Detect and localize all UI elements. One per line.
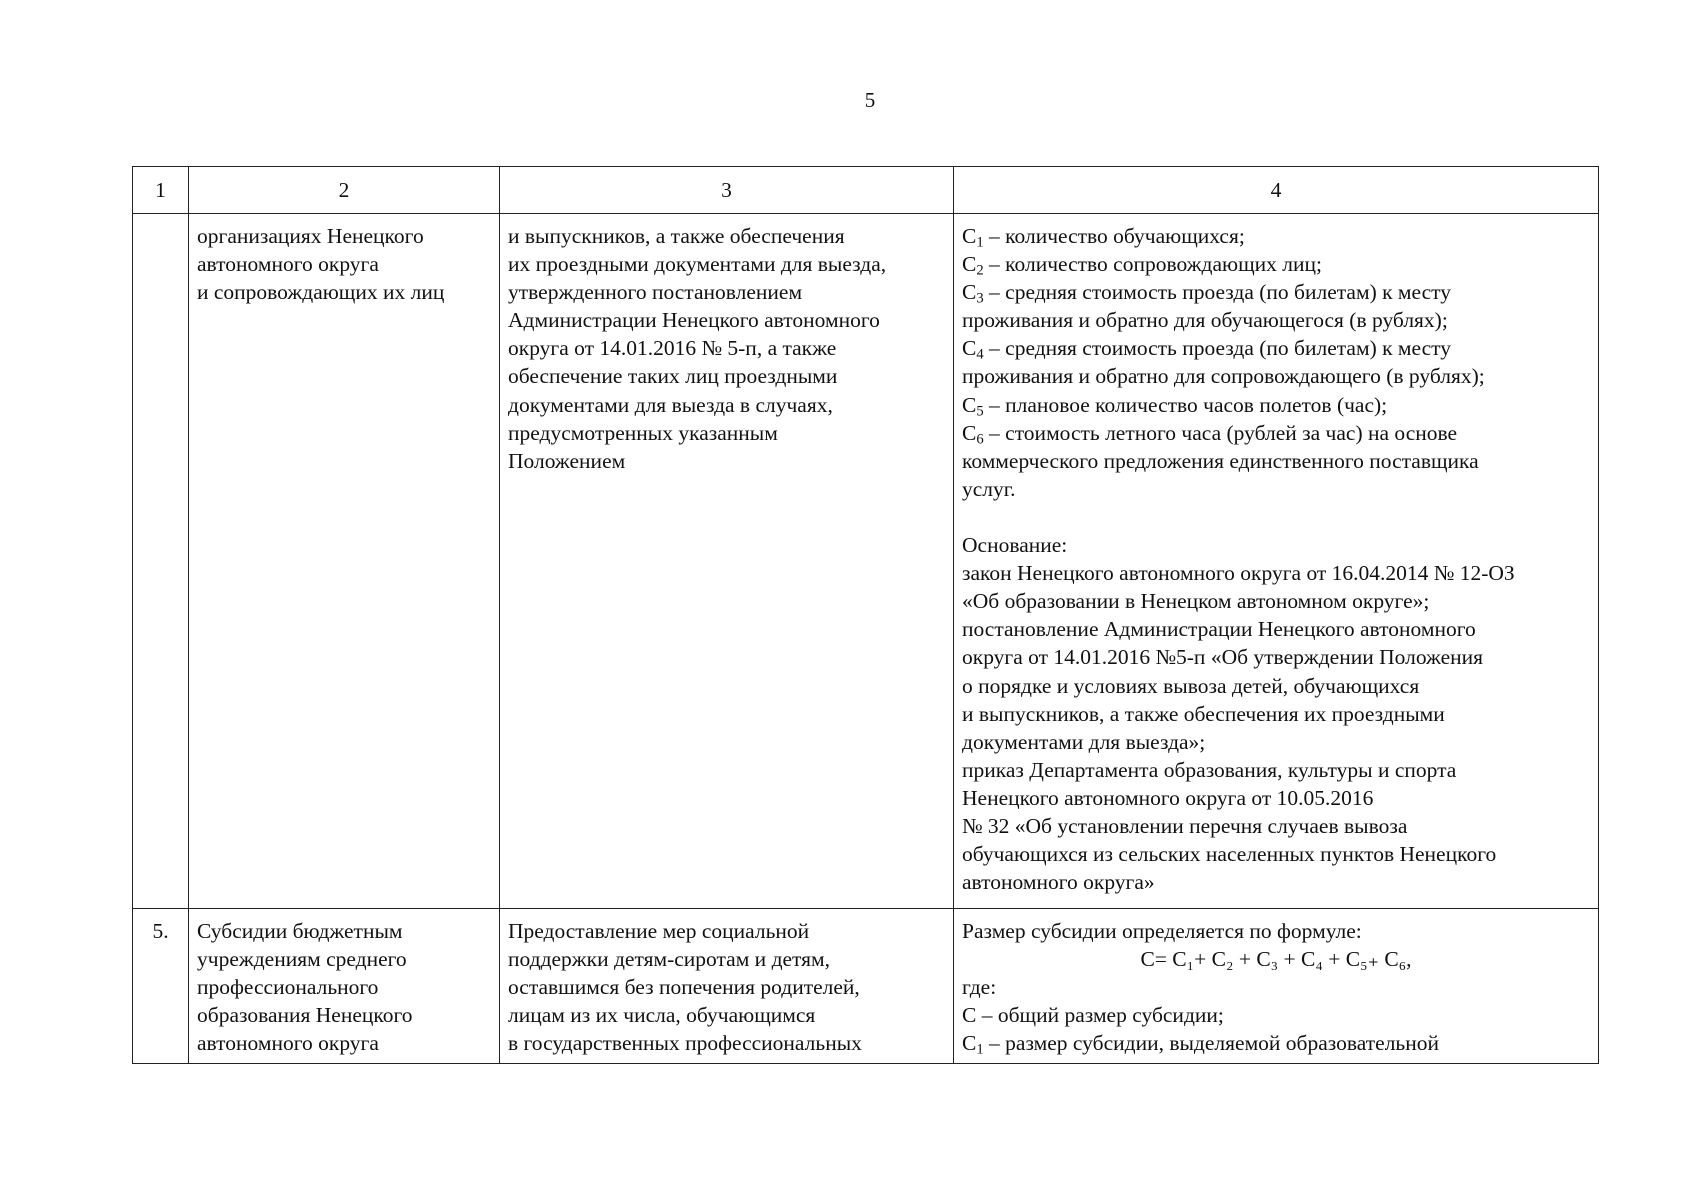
text-line xyxy=(962,917,1590,945)
text-line xyxy=(962,362,1590,390)
text-line xyxy=(962,672,1590,700)
table-row xyxy=(133,214,1599,909)
calculation-basis-cell xyxy=(954,214,1599,909)
text-line xyxy=(962,559,1590,587)
line-text: № 32 «Об установлении перечня случаев вывоза xyxy=(962,813,1408,838)
line-text: – средняя стоимость проезда (по билетам) к месту xyxy=(983,280,1452,305)
variable-symbol: C xyxy=(962,252,977,277)
text-line xyxy=(962,840,1590,868)
line-text: – средняя стоимость проезда (по билетам) к месту xyxy=(983,336,1452,361)
text-line: учреждениям среднего xyxy=(197,947,407,972)
line-text: Размер субсидии определяется по формуле: xyxy=(962,919,1362,943)
text-line xyxy=(962,419,1590,447)
text-line: утвержденного постановлением xyxy=(508,280,803,305)
text-line xyxy=(962,700,1590,728)
line-text: и выпускников, а также обеспечения их проездными xyxy=(962,701,1445,726)
text-line: Субсидии бюджетным xyxy=(197,919,403,943)
line-text: документами для выезда»; xyxy=(962,729,1206,754)
line-text: приказ Департамента образования, культуры и спорта xyxy=(962,757,1457,782)
line-text: С – общий размер субсидии; xyxy=(962,1003,1224,1028)
text-line xyxy=(962,447,1590,475)
subsidy-recipient-cell xyxy=(189,909,500,1064)
blank-line xyxy=(962,503,1590,531)
line-text: Основание: xyxy=(962,533,1068,558)
subsidy-recipient-cell xyxy=(189,214,500,909)
line-text: – количество обучающихся; xyxy=(983,224,1245,248)
text-line: автономного округа xyxy=(197,252,379,277)
header-cell-1: 1 xyxy=(133,167,189,214)
line-text: услуг. xyxy=(962,476,1016,501)
subsidy-purpose-cell xyxy=(500,214,954,909)
line-text: проживания и обратно для сопровождающего (в рублях); xyxy=(962,364,1485,389)
text-line xyxy=(962,784,1590,812)
calculation-basis-cell xyxy=(954,909,1599,1064)
table-row xyxy=(133,909,1599,1064)
content-table xyxy=(132,166,1599,1064)
text-line xyxy=(962,643,1590,671)
variable-symbol: C xyxy=(962,280,977,305)
text-line: в государственных профессиональных xyxy=(508,1031,862,1056)
table-header-row xyxy=(133,167,1599,214)
variable-subscript: 1 xyxy=(976,234,984,251)
text-line: документами для выезда в случаях, xyxy=(508,392,833,417)
variable-subscript: 2 xyxy=(976,262,984,279)
formula-line xyxy=(962,945,1590,973)
text-line: Администрации Ненецкого автономного xyxy=(508,308,880,333)
text-line xyxy=(962,250,1590,278)
text-line xyxy=(962,812,1590,840)
text-line xyxy=(962,475,1590,503)
variable-subscript: 4 xyxy=(976,347,984,364)
header-cell-2: 2 xyxy=(189,167,500,214)
variable-subscript: 3 xyxy=(976,290,984,307)
row-number: 5. xyxy=(133,909,189,1064)
text-line: профессионального xyxy=(197,975,379,1000)
text-line xyxy=(962,334,1590,362)
line-text: – плановое количество часов полетов (час); xyxy=(983,392,1388,417)
text-line xyxy=(962,531,1590,559)
text-line: округа от 14.01.2016 № 5-п, а также xyxy=(508,336,837,361)
row-number xyxy=(133,214,189,909)
text-line: их проездными документами для выезда, xyxy=(508,252,887,277)
variable-symbol: C xyxy=(962,420,977,445)
text-line xyxy=(962,1029,1590,1057)
text-line: предусмотренных указанным xyxy=(508,420,778,445)
text-line xyxy=(962,306,1590,334)
text-line: организациях Ненецкого xyxy=(197,224,424,248)
page-number: 5 xyxy=(864,88,876,112)
text-line xyxy=(962,728,1590,756)
text-line: Положением xyxy=(508,448,626,473)
variable-symbol: C xyxy=(962,336,977,361)
text-line: поддержки детям-сиротам и детям, xyxy=(508,947,831,972)
line-text: Ненецкого автономного округа от 10.05.2016 xyxy=(962,785,1374,810)
variable-subscript: 5 xyxy=(976,403,984,420)
variable-subscript: 6 xyxy=(976,431,984,448)
text-line xyxy=(962,278,1590,306)
line-text: о порядке и условиях вывоза детей, обучающихся xyxy=(962,673,1420,698)
text-line xyxy=(962,756,1590,784)
line-text: коммерческого предложения единственного поставщика xyxy=(962,448,1479,473)
variable-symbol: C xyxy=(962,392,977,417)
text-line xyxy=(962,222,1590,250)
text-line xyxy=(962,973,1590,1001)
line-text: постановление Администрации Ненецкого автономного xyxy=(962,617,1476,642)
text-line: лицам из их числа, обучающимся xyxy=(508,1003,816,1028)
line-text: – размер субсидии, выделяемой образовательной xyxy=(983,1031,1439,1056)
line-text: округа от 14.01.2016 №5-п «Об утверждении Положения xyxy=(962,645,1484,670)
text-line xyxy=(962,1001,1590,1029)
subsidy-purpose-cell xyxy=(500,909,954,1064)
text-line xyxy=(962,615,1590,643)
line-text: проживания и обратно для обучающегося (в рублях); xyxy=(962,308,1448,333)
line-text: – количество сопровождающих лиц; xyxy=(983,252,1322,277)
text-line: автономного округа xyxy=(197,1031,379,1056)
variable-symbol: C xyxy=(962,224,977,248)
line-text: «Об образовании в Ненецком автономном округе»; xyxy=(962,589,1430,614)
line-text: обучающихся из сельских населенных пунктов Ненецкого xyxy=(962,842,1497,867)
line-text: закон Ненецкого автономного округа от 16.04.2014 № 12-ОЗ xyxy=(962,561,1515,586)
text-line xyxy=(962,868,1590,896)
header-cell-4: 4 xyxy=(954,167,1599,214)
text-line: и сопровождающих их лиц xyxy=(197,280,445,305)
variable-symbol: С xyxy=(962,1031,977,1056)
line-text: автономного округа» xyxy=(962,870,1155,895)
text-line xyxy=(962,391,1590,419)
text-line: обеспечение таких лиц проездными xyxy=(508,364,838,389)
text-line xyxy=(962,587,1590,615)
header-cell-3: 3 xyxy=(500,167,954,214)
variable-subscript: 1 xyxy=(976,1042,984,1059)
text-line: Предоставление мер социальной xyxy=(508,919,810,943)
text-line: оставшимся без попечения родителей, xyxy=(508,975,860,1000)
line-text: – стоимость летного часа (рублей за час) на основе xyxy=(983,420,1458,445)
line-text: С= С₁+ С₂ + С₃ + С₄ + С₅₊ С₆, xyxy=(1140,947,1412,972)
text-line: образования Ненецкого xyxy=(197,1003,413,1028)
text-line: и выпускников, а также обеспечения xyxy=(508,224,845,248)
line-text: где: xyxy=(962,975,997,1000)
